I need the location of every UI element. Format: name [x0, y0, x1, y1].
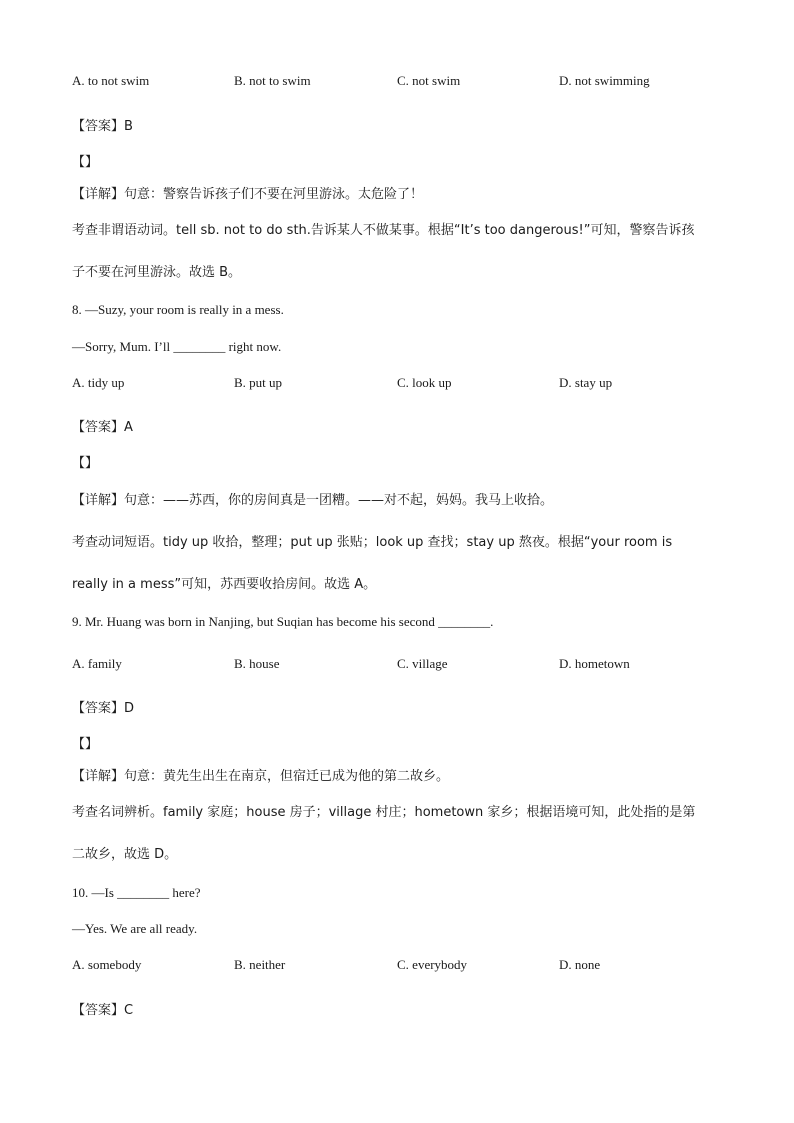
q8-detail-1: 【详解】句意：——苏西，你的房间真是一团糟。——对不起，妈妈。我马上收拾。 [72, 493, 554, 508]
q8-option-c: C. look up [397, 375, 452, 390]
q8-line-2: —Sorry, Mum. I’ll ________ right now. [72, 339, 282, 354]
q7-option-a: A. to not swim [72, 73, 150, 88]
q10-option-b: B. neither [234, 957, 286, 972]
q7-analysis-marker: 【】 [72, 155, 99, 170]
q7-options [72, 73, 752, 91]
q8-options [72, 375, 752, 393]
q7-detail-1: 【详解】句意：警察告诉孩子们不要在河里游泳。太危险了！ [72, 187, 424, 202]
q10-answer: 【答案】C [72, 1003, 134, 1018]
q8-answer: 【答案】A [72, 420, 133, 435]
q8-detail-2: 考查动词短语。tidy up 收拾，整理；put up 张贴；look up 查找；stay up 熬夜。根据“your room is [72, 535, 673, 550]
q8-option-d: D. stay up [559, 375, 613, 390]
q9-detail-1: 【详解】句意：黄先生出生在南京，但宿迁已成为他的第二故乡。 [72, 769, 450, 784]
q8-question: 8. —Suzy, your room is really in a mess. [72, 302, 284, 317]
q10-line-2: —Yes. We are all ready. [72, 921, 198, 936]
q9-question: 9. Mr. Huang was born in Nanjing, but Suqian has become his second ________. [72, 614, 494, 629]
q9-options [72, 656, 752, 674]
q10-option-c: C. everybody [397, 957, 468, 972]
q8-option-b: B. put up [234, 375, 283, 390]
q8-option-a: A. tidy up [72, 375, 125, 390]
q7-detail-2: 考查非谓语动词。tell sb. not to do sth.告诉某人不做某事。根据“It’s too dangerous!”可知，警察告诉孩 [72, 223, 695, 238]
q9-answer: 【答案】D [72, 701, 135, 716]
q9-option-c: C. village [397, 656, 448, 671]
q8-detail-3: really in a mess”可知，苏西要收拾房间。故选 A。 [72, 577, 377, 592]
q7-option-c: C. not swim [397, 73, 461, 88]
q9-option-b: B. house [234, 656, 280, 671]
q9-detail-3: 二故乡，故选 D。 [72, 847, 178, 862]
q8-analysis-marker: 【】 [72, 456, 99, 471]
q9-option-a: A. family [72, 656, 122, 671]
q7-option-d: D. not swimming [559, 73, 650, 88]
q9-detail-2: 考查名词辨析。family 家庭；house 房子；village 村庄；hometown 家乡；根据语境可知，此处指的是第 [72, 805, 696, 820]
q7-detail-3: 子不要在河里游泳。故选 B。 [72, 265, 242, 280]
q10-option-d: D. none [559, 957, 601, 972]
q7-option-b: B. not to swim [234, 73, 311, 88]
q9-option-d: D. hometown [559, 656, 630, 671]
q7-answer: 【答案】B [72, 119, 133, 134]
q10-options [72, 957, 752, 975]
q10-option-a: A. somebody [72, 957, 142, 972]
q9-analysis-marker: 【】 [72, 737, 99, 752]
q10-question: 10. —Is ________ here? [72, 885, 201, 900]
